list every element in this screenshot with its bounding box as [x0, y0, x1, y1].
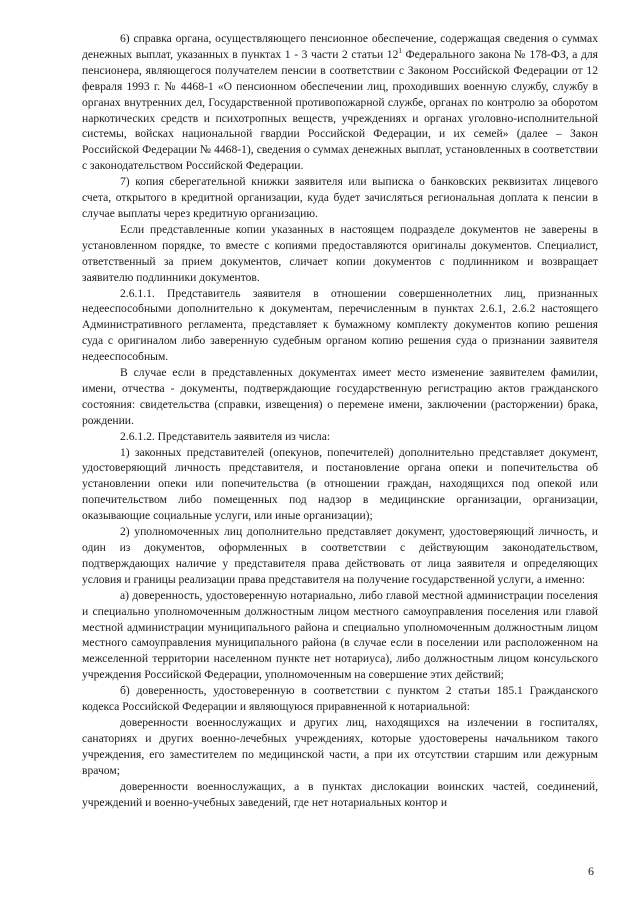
paragraph-hospital-power-of-attorney: доверенности военнослужащих и других лиц, находящихся на излечении в госпиталях, санаториях и других военно-лечебных учреждениях, которые удостоверены начальником такого учреждения, его заместителем по медицинской части, а при их отсутствии старшим или дежурным врачом; — [82, 715, 598, 777]
paragraph-military-units-power-of-attorney: доверенности военнослужащих, а в пунктах дислокации воинских частей, соединений, учреждений и военно-учебных заведений, где нет нотариальных контор и — [82, 779, 598, 809]
paragraph-notarized-power-of-attorney: а) доверенность, удостоверенную нотариально, либо главой местной администрации поселения и специально уполномоченным должностным лицом местного самоуправления поселения или главой местной администрации муниципального района и специально уполномоченным должностным лицом местного самоуправления муниципального района (в случае если в поселении или расположенном на межселенной территории населенном пункте нет нотариуса), либо должностным лицом консульского учреждения Российской Федерации, уполномоченным на совершение этих действий; — [82, 588, 598, 682]
paragraph-copies-verification: Если представленные копии указанных в настоящем подразделе документов не заверены в установленном порядке, то вместе с копиями предоставляются оригиналы документов. Специалист, ответственный за прием документов, сличает копии документов с подлинником и возвращает заявителю подлинники документов. — [82, 222, 598, 284]
page-number: 6 — [588, 864, 594, 878]
paragraph-2-6-1-1: 2.6.1.1. Представитель заявителя в отношении совершеннолетних лиц, признанных недееспособными дополнительно к документам, перечисленным в пунктах 2.6.1, 2.6.2 настоящего Административного регламента, представляет к бумажному комплекту документов копию решения суда с оригиналом либо заверенную судебным органом копию решения суда о признании заявителя недееспособным. — [82, 286, 598, 364]
paragraph-item-7: 7) копия сберегательной книжки заявителя или выписка о банковских реквизитах лицевого счета, открытого в кредитной организации, куда будет зачисляться региональная доплата к пенсии в случае выплаты через кредитную организацию. — [82, 175, 598, 220]
paragraph-name-change: В случае если в представленных документах имеет место изменение заявителем фамилии, имени, отчества - документы, подтверждающие государственную регистрацию актов гражданского состояния: свидетельства (справки, извещения) о перемене имени, заключении (расторжении) брака, рождении. — [82, 366, 598, 427]
paragraph-legal-representatives: 1) законных представителей (опекунов, попечителей) дополнительно представляет документ, удостоверяющий личность представителя, и постановление органа опеки и попечительства об установлении опеки или попечительства (в отношении граждан, находящихся под опекой или попечительством либо помещенных под надзор в медицинские организации, организации, оказывающие социальные услуги, или иные организации); — [82, 445, 598, 523]
paragraph-authorized-persons: 2) уполномоченных лиц дополнительно представляет документ, удостоверяющий личность, и один из документов, оформленных в соответствии с действующим законодательством, подтверждающих наличие у представителя права действовать от лица заявителя и определяющих условия и границы реализации права представителя на получение государственной услуги, а именно: — [82, 525, 598, 586]
paragraph-article-185-1: б) доверенность, удостоверенную в соответствии с пунктом 2 статьи 185.1 Гражданского кодекса Российской Федерации и являющуюся приравненной к нотариальной: — [82, 684, 598, 714]
paragraph-2-6-1-2: 2.6.1.2. Представитель заявителя из числа: — [120, 429, 331, 443]
paragraph-item-6: 6) справка органа, осуществляющего пенсионное обеспечение, содержащая сведения о суммах денежных выплат, указанных в пунктах 1 - 3 части 2 статьи $12^1$ Федерального закона № 178-ФЗ, а для пенсионера, являющегося получателем пенсии в соответствии с Законом Российской Федерации от 12 февраля 1993 г. № 4468-1 «О пенсионном обеспечении лиц, проходивших военную службу, службу в органах внутренних дел, Государственной противопожарной службе, органах по контролю за оборотом наркотических средств и психотропных веществ, учреждениях и органах уголовно-исполнительной системы, войсках национальной гвардии Российской Федерации, и их семей» (далее – Закон Российской Федерации № 4468-1), сведения о суммах денежных выплат, установленных в соответствии с законодательством Российской Федерации. — [82, 32, 599, 173]
document-page — [82, 31, 598, 810]
superscript-1: 1 — [398, 47, 402, 56]
